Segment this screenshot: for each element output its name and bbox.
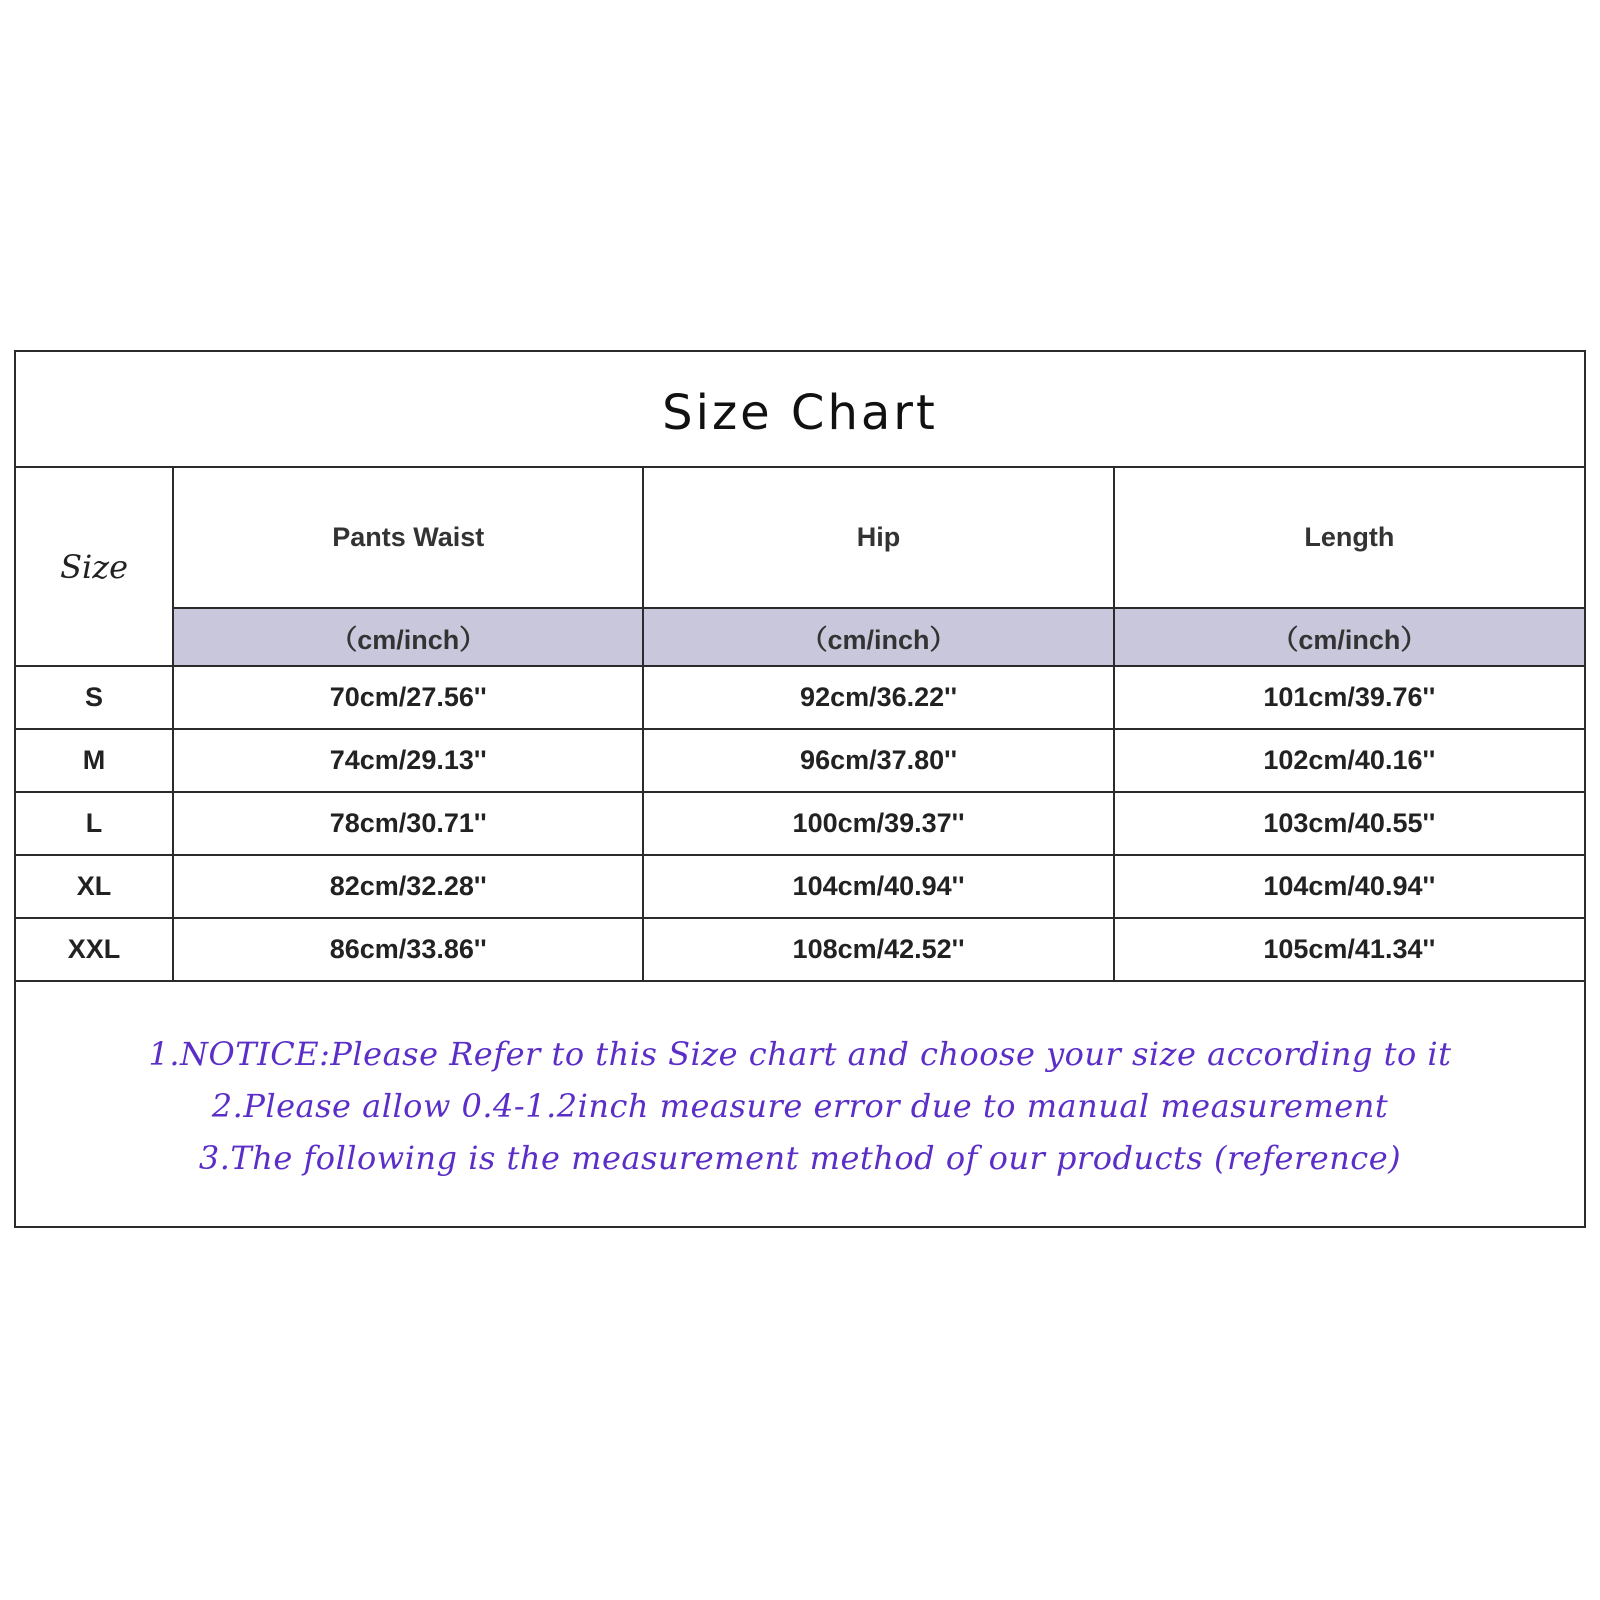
table-cell: 74cm/29.13'' bbox=[173, 729, 643, 792]
table-row bbox=[16, 729, 1584, 792]
table-cell: 103cm/40.55'' bbox=[1114, 792, 1584, 855]
size-label: M bbox=[16, 729, 173, 792]
header-row bbox=[16, 468, 1584, 608]
note-line: 2.Please allow 0.4-1.2inch measure error due to manual measurement bbox=[211, 1087, 1389, 1125]
table-cell: 86cm/33.86'' bbox=[173, 918, 643, 981]
unit-label: （cm/inch） bbox=[643, 608, 1113, 666]
size-label: XL bbox=[16, 855, 173, 918]
size-table bbox=[16, 468, 1584, 982]
table-cell: 108cm/42.52'' bbox=[643, 918, 1113, 981]
table-cell: 105cm/41.34'' bbox=[1114, 918, 1584, 981]
size-chart bbox=[14, 350, 1586, 1228]
table-row bbox=[16, 666, 1584, 729]
table-cell: 82cm/32.28'' bbox=[173, 855, 643, 918]
table-cell: 96cm/37.80'' bbox=[643, 729, 1113, 792]
column-header-pants-waist: Pants Waist bbox=[173, 468, 643, 608]
size-label: S bbox=[16, 666, 173, 729]
table-cell: 92cm/36.22'' bbox=[643, 666, 1113, 729]
size-label: XXL bbox=[16, 918, 173, 981]
unit-label: （cm/inch） bbox=[1114, 608, 1584, 666]
unit-row bbox=[16, 608, 1584, 666]
table-cell: 70cm/27.56'' bbox=[173, 666, 643, 729]
table-row bbox=[16, 918, 1584, 981]
table-row bbox=[16, 855, 1584, 918]
notes-section bbox=[16, 986, 1584, 1226]
column-header-hip: Hip bbox=[643, 468, 1113, 608]
table-cell: 101cm/39.76'' bbox=[1114, 666, 1584, 729]
size-column-header: Size bbox=[16, 468, 173, 666]
size-label: L bbox=[16, 792, 173, 855]
column-header-length: Length bbox=[1114, 468, 1584, 608]
chart-title: Size Chart bbox=[662, 385, 938, 441]
table-cell: 78cm/30.71'' bbox=[173, 792, 643, 855]
unit-label: （cm/inch） bbox=[173, 608, 643, 666]
note-line: 1.NOTICE:Please Refer to this Size chart and choose your size according to it bbox=[148, 1035, 1452, 1073]
table-cell: 104cm/40.94'' bbox=[643, 855, 1113, 918]
table-cell: 102cm/40.16'' bbox=[1114, 729, 1584, 792]
table-cell: 100cm/39.37'' bbox=[643, 792, 1113, 855]
title-row bbox=[16, 352, 1584, 468]
table-row bbox=[16, 792, 1584, 855]
note-line: 3.The following is the measurement method of our products (reference) bbox=[198, 1139, 1402, 1177]
table-cell: 104cm/40.94'' bbox=[1114, 855, 1584, 918]
